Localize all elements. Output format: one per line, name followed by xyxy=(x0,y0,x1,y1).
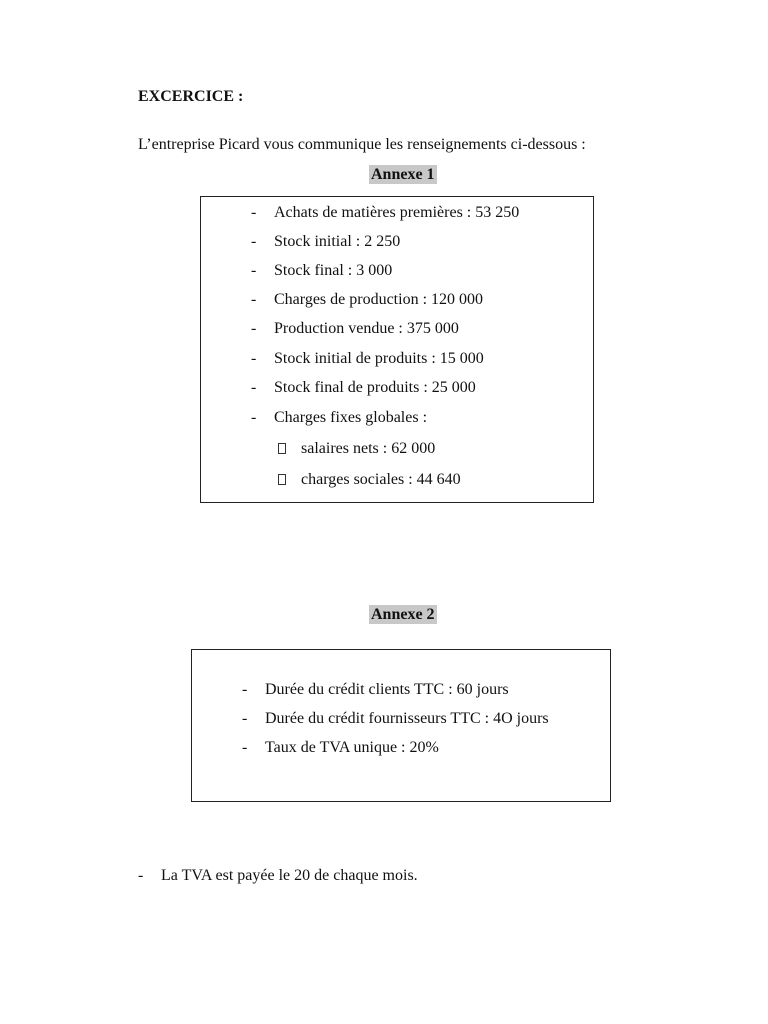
bullet-dash: - xyxy=(242,710,248,727)
bullet-dash: - xyxy=(251,379,257,396)
annex1-subitem-text: salaires nets : 62 000 xyxy=(301,440,436,457)
tva-note-text: La TVA est payée le 20 de chaque mois. xyxy=(161,867,418,884)
annex1-item-text: Stock final de produits : 25 000 xyxy=(274,379,476,396)
annex2-label: Annexe 2 xyxy=(371,606,435,623)
bullet-dash: - xyxy=(251,262,257,279)
annex1-item-text: Stock final : 3 000 xyxy=(274,262,393,279)
annex1-item-text: Achats de matières premières : 53 250 xyxy=(274,204,520,221)
annex1-item-text: Stock initial : 2 250 xyxy=(274,233,401,250)
annex2-item-text: Durée du crédit fournisseurs TTC : 4O jours xyxy=(265,710,549,727)
bullet-dash: - xyxy=(251,350,257,367)
intro-text: L’entreprise Picard vous communique les renseignements ci-dessous : xyxy=(138,136,586,153)
bullet-dash: - xyxy=(138,867,144,884)
annex1-label: Annexe 1 xyxy=(371,166,435,183)
annex1-box xyxy=(200,196,594,503)
annex2-box xyxy=(191,649,611,802)
bullet-dash: - xyxy=(242,739,248,756)
bullet-dash: - xyxy=(242,681,248,698)
annex1-item-text: Charges fixes globales : xyxy=(274,409,428,426)
bullet-dash: - xyxy=(251,409,257,426)
bullet-dash: - xyxy=(251,291,257,308)
square-bullet-icon xyxy=(278,443,286,454)
annex1-subitem-text: charges sociales : 44 640 xyxy=(301,471,461,488)
annex2-item-text: Durée du crédit clients TTC : 60 jours xyxy=(265,681,509,698)
annex1-item-text: Stock initial de produits : 15 000 xyxy=(274,350,484,367)
annex2-item-text: Taux de TVA unique : 20% xyxy=(265,739,439,756)
exercise-heading: EXCERCICE : xyxy=(138,88,244,105)
bullet-dash: - xyxy=(251,233,257,250)
annex1-item-text: Charges de production : 120 000 xyxy=(274,291,484,308)
bullet-dash: - xyxy=(251,320,257,337)
annex1-item-text: Production vendue : 375 000 xyxy=(274,320,459,337)
square-bullet-icon xyxy=(278,474,286,485)
bullet-dash: - xyxy=(251,204,257,221)
